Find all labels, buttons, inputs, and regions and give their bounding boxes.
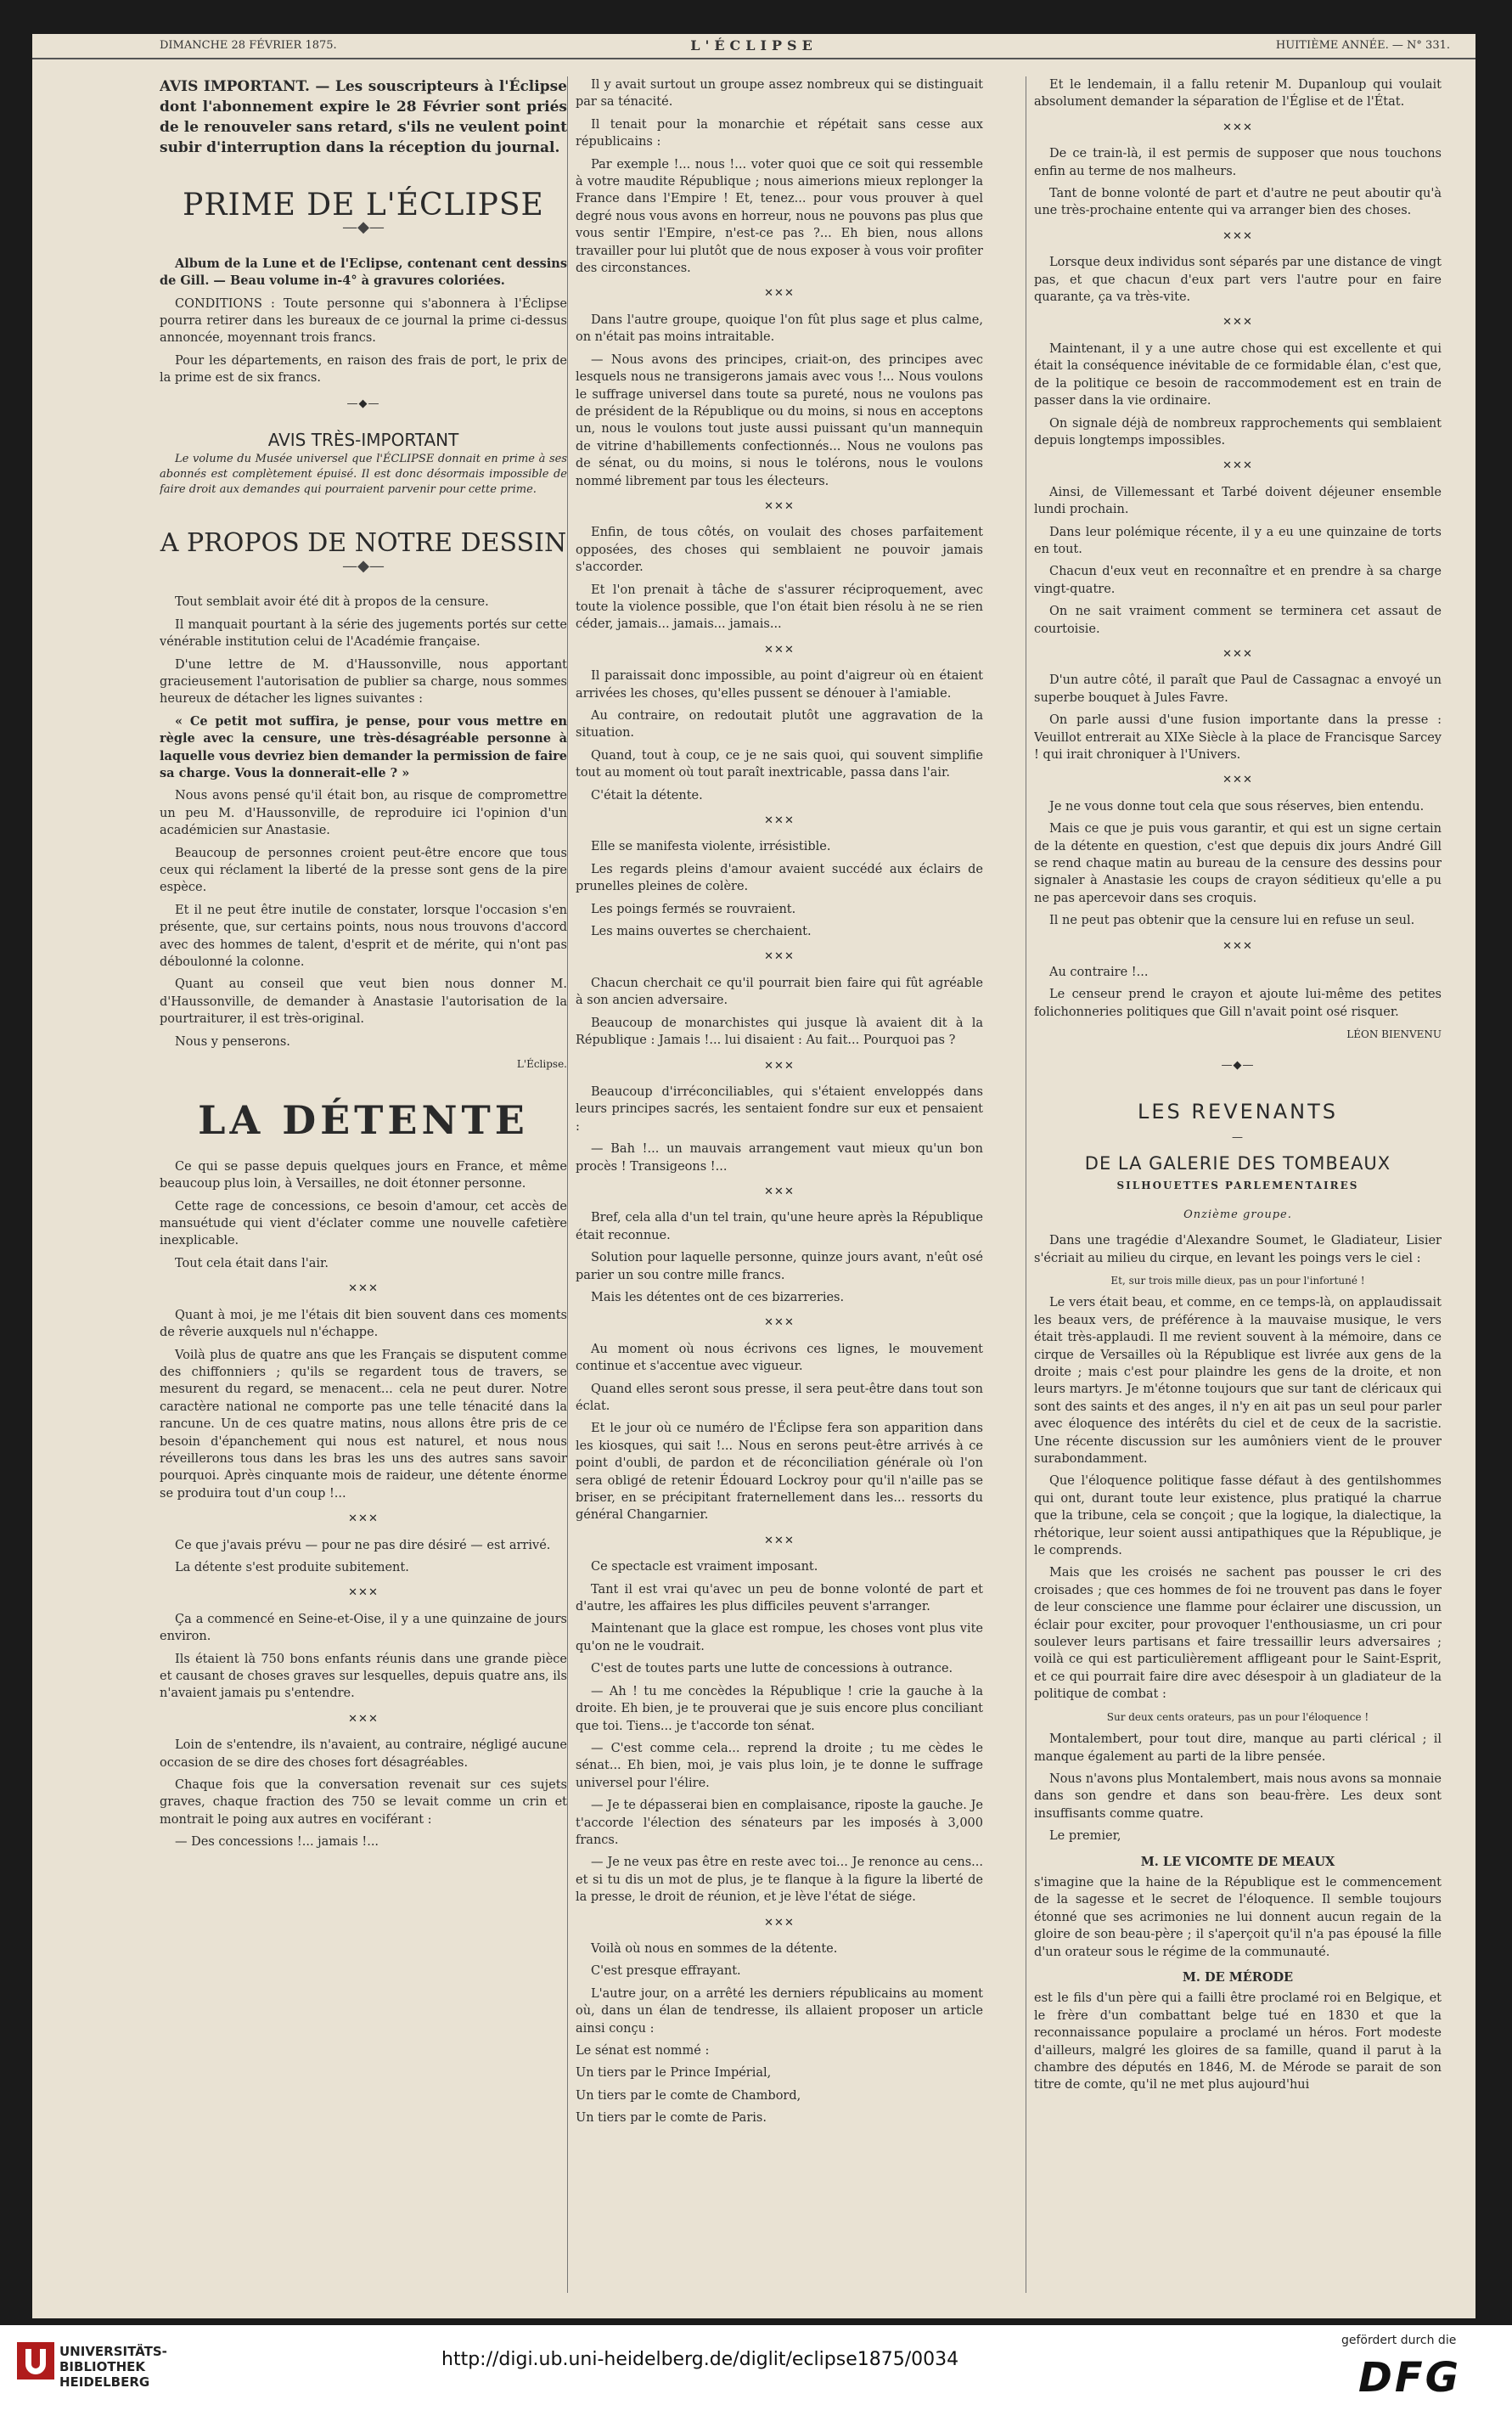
page-header [32,34,1475,59]
paragraph: Solution pour laquelle personne, quinze jours avant, n'eût osé parier un sou contre mille francs. [576,1251,983,1282]
paragraph: Nous y penserons. [175,1034,290,1049]
section-break: ✕✕✕ [764,643,795,656]
paragraph: Voilà plus de quatre ans que les Français se disputent comme des chiffonniers ; qu'ils se regardent tous de travers, se mesurent du regard, se menacent... cela ne peut durer. Notre caractère national ne comporte pas une telle ténacité dans la rancune. Un de ces quatre matins, nous allons être pris de ce besoin d'épanchement qui nous est naturel, et nous nous réveillerons tous dans les bras les uns des autres sans savoir pourquoi. Après cinquante mois de raideur, une détente énorme se produira tout d'un coup !... [160,1348,567,1501]
paragraph: Tout cela était dans l'air. [175,1256,329,1270]
paragraph: Par exemple !... nous !... voter quoi que ce soit qui ressemble à votre maudite République ; nous aimerions mieux replonger la France dans l'Empire ! Et, tenez... pour vous prouver à quel degré nous vous avons en horreur, nous ne pouvons pas plus que vous sentir l'Empire, n'est-ce pas ?... Eh bien, nous allons travailler pour lui plutôt que de nous exposer à vous voir profiter des circonstances. [576,157,983,276]
paragraph: Les poings fermés se rouvraient. [591,902,796,916]
paragraph: — Je ne veux pas être en reste avec toi... Je renonce au cens... et si tu dis un mot de plus, je te flanque à la figure la liberté de la presse, le droit de réunion, et je lève l'état de siége. [576,1856,983,1905]
viewer-footer [0,2325,1512,2433]
name-heading: M. DE MÉRODE [1182,1969,1294,1985]
paragraph: Chaque fois que la conversation revenait sur ces sujets graves, chaque fraction des 750 se levait comme un crin et montrait le poing aux autres en vociférant : [160,1778,567,1827]
paragraph: Quand elles seront sous presse, il sera peut-être dans tout son éclat. [576,1382,983,1413]
paragraph: C'est presque effrayant. [591,1964,741,1979]
paragraph: s'imagine que la haine de la République est le commencement de la sagesse et le secret de l'éloquence. Il semble toujours étonné que ses acrimonies ne lui donnent aucun regain de la gloire de son beau-père ; il s'aperçoit qu'il n'a pas épousé la fille d'un orateur sous le régime de la communauté. [1034,1875,1442,1959]
paragraph: Beaucoup de monarchistes qui jusque là avaient dit à la République : Jamais !... lui disaient : Au fait... Pourquoi pas ? [576,1016,983,1048]
newspaper-page [32,34,1475,2318]
section-break: ✕✕✕ [348,1712,379,1726]
paragraph: Un tiers par le comte de Paris. [576,2111,767,2126]
paragraph: Elle se manifesta violente, irrésistible. [591,840,831,854]
verse: Et, sur trois mille dieux, pas un pour l'infortuné ! [1110,1274,1365,1287]
section-break: ✕✕✕ [1223,939,1253,953]
paragraph: Le censeur prend le crayon et ajoute lui-même des petites folichonneries politiques que Gill n'avait point osé risquer. [1034,988,1442,1019]
divider: —◆— [346,397,380,410]
paragraph: Beaucoup de personnes croient peut-être encore que tous ceux qui réclament la liberté de la presse sont gens de la pire espèce. [160,846,567,895]
header-date: DIMANCHE 28 FÉVRIER 1875. [160,39,337,52]
paragraph: Ce que j'avais prévu — pour ne pas dire désiré — est arrivé. [175,1538,551,1552]
avis2-text: Le volume du Musée universel que l'ÉCLIPSE donnait en prime à ses abonnés est complètement épuisé. Il est donc désormais impossible de faire droit aux demandes qui pourraient parvenir pour cette prime. [160,453,567,497]
revenants-title: LES REVENANTS [1137,1100,1339,1124]
page-url-link[interactable]: http://digi.ub.uni-heidelberg.de/diglit/eclipse1875/0034 [441,2349,959,2370]
paragraph: Un tiers par le Prince Impérial, [576,2066,772,2081]
paragraph: Les mains ouvertes se cherchaient. [591,925,812,939]
paragraph: Loin de s'entendre, ils n'avaient, au contraire, négligé aucune occasion de se dire des choses fort désagréables. [160,1738,567,1770]
section-break: ✕✕✕ [1223,121,1253,134]
paragraph: — Je te dépasserai bien en complaisance, riposte la gauche. Je t'accorde l'élection des sénateurs par les imposés à 3,000 francs. [576,1799,983,1847]
paragraph: — Ah ! tu me concèdes la République ! crie la gauche à la droite. Eh bien, je te prouverai que je suis encore plus conciliant que toi. Tiens... je t'accorde ton sénat. [576,1684,983,1733]
section-break: ✕✕✕ [764,499,795,513]
paragraph: L'autre jour, on a arrêté les derniers républicains au moment où, dans un élan de tendresse, ils allaient proposer un article ainsi conçu : [576,1986,983,2036]
paragraph: Ils étaient là 750 bons enfants réunis dans une grande pièce et causant de choses graves sur lesquelles, depuis quatre ans, ils n'avaient jamais pu s'entendre. [160,1652,567,1701]
paragraph: Quand, tout à coup, ce je ne sais quoi, qui souvent simplifie tout au moment où tout paraît inextricable, passa dans l'air. [576,748,983,780]
paragraph: Et l'on prenait à tâche de s'assurer réciproquement, avec toute la violence possible, que l'on était bien résolu à ne se rien céder, jamais... jamais... jamais... [576,583,983,632]
paragraph: Et le lendemain, il a fallu retenir M. Dupanloup qui voulait absolument demander la séparation de l'Église et de l'État. [1034,78,1442,110]
section-break: ✕✕✕ [764,950,795,964]
funding-label: gefördert durch die [1341,2334,1457,2347]
paragraph: De ce train-là, il est permis de supposer que nous touchons enfin au terme de nos malheurs. [1034,147,1442,178]
detente-title: LA DÉTENTE [198,1097,529,1144]
section-break: ✕✕✕ [1223,774,1253,787]
prime-album: Album de la Lune et de l'Eclipse, contenant cent dessins de Gill. — Beau volume in-4° à gravures coloriées. [160,256,567,289]
column-2 [576,76,983,2293]
paragraph: Dans une tragédie d'Alexandre Soumet, le Gladiateur, Lisier s'écriait au milieu du cirque, en levant les poings vers le ciel : [1034,1234,1442,1265]
paragraph: Quant au conseil que veut bien nous donner M. d'Haussonville, de demander à Anastasie l'autorisation de la pourtraiturer, il est très-original. [160,977,567,1027]
section-break: ✕✕✕ [764,1059,795,1073]
prime-title: PRIME DE L'ÉCLIPSE [183,188,544,222]
paragraph: Un tiers par le comte de Chambord, [576,2088,801,2103]
paragraph: — Nous avons des principes, criait-on, des principes avec lesquels nous ne transigerons jamais avec vous !... Nous voulons le suffrage universel dans toute sa pureté, nous ne voulons pas de président de la République ou du moins, si nous en acceptons un, nous le voulons tout juste aussi puissant qu'un mannequin de vitrine d'habillements confectionnés... Nous ne voulons pas de sénat, ou du moins, si nous le tolérons, nous le voulons nommé librement par tous les électeurs. [576,352,983,488]
university-logo-icon [17,2342,54,2379]
section-break: ✕✕✕ [764,1534,795,1547]
paragraph: Ainsi, de Villemessant et Tarbé doivent déjeuner ensemble lundi prochain. [1034,485,1442,517]
paragraph: Au moment où nous écrivons ces lignes, le mouvement continue et s'accentue avec vigueur. [576,1342,983,1374]
paragraph: On signale déjà de nombreux rapprochements qui semblaient depuis longtemps impossibles. [1034,416,1442,448]
section-break: ✕✕✕ [764,1316,795,1330]
paragraph: Nous avons pensé qu'il était bon, au risque de compromettre un peu M. d'Haussonville, de reproduire ici l'opinion d'un académicien sur Anastasie. [160,789,567,838]
section-break: ✕✕✕ [764,1185,795,1198]
quote: « Ce petit mot suffira, je pense, pour vous mettre en règle avec la censure, une très-désagréable personne à laquelle vous devriez bien demander la permission de faire sa charge. Vous la donnerait-elle ? » [160,713,567,780]
apropos-title: A PROPOS DE NOTRE DESSIN [160,528,567,559]
group-heading: Onzième groupe. [1183,1208,1292,1221]
paragraph: Il paraissait donc impossible, au point d'aigreur où en étaient arrivées les choses, qu'elles pussent se dénouer à l'amiable. [576,669,983,701]
paragraph: Le premier, [1049,1829,1121,1844]
paragraph: Mais ce que je puis vous garantir, et qui est un signe certain de la détente en question, c'est que depuis dix jours André Gill se rend chaque matin au bureau de la censure des dessins pour signaler à Anastasie les coups de crayon séditieux qu'elle a pu ne pas apercevoir dans ses croquis. [1034,822,1442,905]
paragraph: Au contraire !... [1049,966,1149,980]
prime-departements: Pour les départements, en raison des frais de port, le prix de la prime est de six francs. [160,353,567,386]
revenants-subtitle: DE LA GALERIE DES TOMBEAUX [1084,1152,1391,1174]
signature: L'Éclipse. [516,1058,567,1071]
paragraph: Nous n'avons plus Montalembert, mais nous avons sa monnaie dans son gendre et dans son beau-frère. Les deux sont insuffisants comme quatre. [1034,1771,1442,1821]
institution-name: UNIVERSITÄTS- BIBLIOTHEK HEIDELBERG [59,2344,167,2390]
paragraph: D'une lettre de M. d'Haussonville, nous apportant gracieusement l'autorisation de publier sa charge, nous sommes heureux de détacher les lignes suivantes : [160,657,567,707]
paragraph: Enfin, de tous côtés, on voulait des choses parfaitement opposées, des choses qui semblaient ne pouvoir jamais s'accorder. [576,526,983,575]
paragraph: Et le jour où ce numéro de l'Éclipse fera son apparition dans les kiosques, qui sait !... Nous en serons peut-être arrivés à ce point d'oubli, de pardon et de réconciliation générale où l'on sera obligé de retenir Édouard Lockroy pour qu'il n'aille pas se briser, en se précipitant fraternellement dans les... ressorts du général Changarnier. [576,1422,983,1523]
section-break: ✕✕✕ [1223,229,1253,243]
paragraph: — C'est comme cela... reprend la droite ; tu me cèdes le sénat... Eh bien, moi, je vais plus loin, je te donne le suffrage universel pour l'élire. [576,1741,983,1790]
paragraph: Maintenant, il y a une autre chose qui est excellente et qui était la conséquence inévitable de ce formidable élan, c'est que, de la politique ce besoin de raccommodement est en train de passer dans la vie ordinaire. [1034,341,1442,408]
section-break: ✕✕✕ [1223,459,1253,473]
paragraph: La détente s'est produite subitement. [175,1560,409,1574]
divider: — [1232,1130,1244,1144]
section-break: ✕✕✕ [1223,647,1253,661]
paragraph: Quant à moi, je me l'étais dit bien souvent dans ces moments de rêverie auxquels nul n'échappe. [160,1308,567,1340]
prime-conditions: CONDITIONS : Toute personne qui s'abonnera à l'Éclipse pourra retirer dans les bureaux de ce journal la prime ci-dessus annoncée, moyennant trois francs. [160,296,567,346]
paragraph: Mais les détentes ont de ces bizarreries. [591,1290,845,1304]
section-break: ✕✕✕ [1223,316,1253,329]
paragraph: Beaucoup d'irréconciliables, qui s'étaient enveloppés dans leurs principes sacrés, les sentaient fondre sur eux et pensaient : [576,1084,983,1134]
ornament: —◆— [342,556,385,575]
paragraph: Tant il est vrai qu'avec un peu de bonne volonté de part et d'autre, les affaires les plus difficiles peuvent s'arranger. [576,1582,983,1614]
paragraph: Tant de bonne volonté de part et d'autre ne peut aboutir qu'à une très-prochaine entente qui va arranger bien des choses. [1034,187,1442,218]
paragraph: Montalembert, pour tout dire, manque au parti clérical ; il manque également au parti de la libre pensée. [1034,1732,1442,1764]
paragraph: Chacun cherchait ce qu'il pourrait bien faire qui fût agréable à son ancien adversaire. [576,976,983,1008]
paragraph: Dans leur polémique récente, il y a eu une quinzaine de torts en tout. [1034,525,1442,556]
paragraph: Cette rage de concessions, ce besoin d'amour, cet accès de mansuétude qui vient d'éclater comme une nouvelle cafetière inexplicable. [160,1199,567,1248]
paragraph: Chacun d'eux veut en reconnaître et en prendre à sa charge vingt-quatre. [1034,565,1442,596]
author-signature: LÉON BIENVENU [1346,1028,1442,1041]
paragraph: Le vers était beau, et comme, en ce temps-là, on applaudissait les beaux vers, de préférence à la mauvaise musique, le vers était très-applaudi. Il me revient souvent à la mémoire, dans ce cirque de Versailles où la République est livrée aux gens de la droite ; mais c'est pour plaindre les gens de la droite, et non leurs martyrs. Je m'étonne toujours que sur tant de cléricaux qui sont des saints et des anges, il n'y en ait pas un seul pour parler avec éloquence des intérêts du ciel et de ceux de la sacristie. Une récente discussion sur les aumôniers vient de le prouver surabondamment. [1034,1296,1442,1466]
paragraph: Il ne peut pas obtenir que la censure lui en refuse un seul. [1049,914,1415,928]
dfg-logo: DFG [1358,2354,1462,2402]
avis-important: AVIS IMPORTANT. — Les souscripteurs à l'Éclipse dont l'abonnement expire le 28 Février sont priés de le renouveler sans retard, s'ils ne veulent point subir d'interruption dans la réception du journal. [160,78,567,156]
paragraph: Les regards pleins d'amour avaient succédé aux éclairs de prunelles pleines de colère. [576,862,983,894]
paragraph: Il manquait pourtant à la série des jugements portés sur cette vénérable institution celui de l'Académie française. [160,617,567,650]
paragraph: Je ne vous donne tout cela que sous réserves, bien entendu. [1049,799,1425,814]
paragraph: Et il ne peut être inutile de constater, lorsque l'occasion s'en présente, que, sur certains points, nous nous trouvons d'accord avec des hommes de talent, d'esprit et de mérite, qui n'ont pas déboulonné la colonne. [160,903,567,969]
name-heading: M. LE VICOMTE DE MEAUX [1140,1854,1335,1869]
paragraph: D'un autre côté, il paraît que Paul de Cassagnac a envoyé un superbe bouquet à Jules Favre. [1034,673,1442,705]
ornament: —◆— [342,218,385,237]
section-break: ✕✕✕ [764,1916,795,1929]
section-break: ✕✕✕ [348,1282,379,1296]
paragraph: — Des concessions !... jamais !... [175,1835,379,1850]
paragraph: Le sénat est nommé : [576,2044,710,2058]
paragraph: Il tenait pour la monarchie et répétait sans cesse aux républicains : [576,117,983,149]
section-break: ✕✕✕ [348,1586,379,1600]
paragraph: Lorsque deux individus sont séparés par une distance de vingt pas, et que chacun d'eux part vers l'autre pour en faire quarante, ça va très-vite. [1034,256,1442,305]
paragraph: Maintenant que la glace est rompue, les choses vont plus vite qu'on ne le voudrait. [576,1622,983,1653]
paragraph: Que l'éloquence politique fasse défaut à des gentilshommes qui ont, durant toute leur existence, plus pratiqué la charrue que la tribune, cela se conçoit ; que la logique, la dialectique, la rhétorique, leur soient aussi antipathiques que la République, je le comprends. [1034,1474,1442,1558]
paragraph: On parle aussi d'une fusion importante dans la presse : Veuillot entrerait au XIXe Siècle à la place de Francisque Sarcey ! qui irait chroniquer à l'Univers. [1034,713,1442,762]
section-break: ✕✕✕ [764,287,795,301]
column-3 [1034,76,1442,2293]
paragraph: Mais que les croisés ne sachent pas pousser le cri des croisades ; que ces hommes de foi ne trouvent pas dans le foyer de leur conscience une flamme pour éclairer une discussion, un éclair pour exciter, pour provoquer l'enthousiasme, un cri pour soulever leurs partisans et faire tressaillir leurs adversaires ; voilà ce qui est particulièrement affligeant pour le Saint-Esprit, et ce qui pourrait faire dire avec désespoir à un gladiateur de la politique de combat : [1034,1566,1442,1702]
paragraph: Dans l'autre groupe, quoique l'on fût plus sage et plus calme, on n'était pas moins intraitable. [576,313,983,345]
section-break: ✕✕✕ [764,814,795,828]
column-1 [160,76,567,2293]
paragraph: — Bah !... un mauvais arrangement vaut mieux qu'un bon procès ! Transigeons !... [576,1142,983,1174]
silhouettes-heading: SILHOUETTES PARLEMENTAIRES [1116,1180,1359,1192]
header-title: L'ÉCLIPSE [690,37,818,54]
paragraph: Ce spectacle est vraiment imposant. [591,1560,818,1574]
avis2-title: AVIS TRÈS-IMPORTANT [267,430,459,451]
paragraph: Ce qui se passe depuis quelques jours en France, et même beaucoup plus loin, à Versailles, ne doit étonner personne. [160,1159,567,1191]
header-issue: HUITIÈME ANNÉE. — N° 331. [1275,39,1450,52]
paragraph: C'est de toutes parts une lutte de concessions à outrance. [591,1662,953,1676]
paragraph: Bref, cela alla d'un tel train, qu'une heure après la République était reconnue. [576,1211,983,1242]
paragraph: Au contraire, on redoutait plutôt une aggravation de la situation. [576,709,983,741]
paragraph: est le fils d'un père qui a failli être proclamé roi en Belgique, et le frère d'un combattant belge tué en 1830 et que la reconnaissance populaire a proclamé un héros. Fort modeste d'ailleurs, malgré les gloires de sa famille, quand il parut à la chambre des députés en 1846, M. de Mérode se parait de son titre de comte, qu'il ne met plus aujourd'hui [1034,1991,1442,2092]
paragraph: C'était la détente. [591,788,703,803]
paragraph: Ça a commencé en Seine-et-Oise, il y a une quinzaine de jours environ. [160,1612,567,1644]
paragraph: Voilà où nous en sommes de la détente. [591,1941,838,1956]
verse: Sur deux cents orateurs, pas un pour l'éloquence ! [1106,1710,1369,1723]
paragraph: On ne sait vraiment comment se terminera cet assaut de courtoisie. [1034,605,1442,636]
divider: —◆— [1221,1058,1255,1072]
paragraph: Il y avait surtout un groupe assez nombreux qui se distinguait par sa ténacité. [576,78,983,110]
column-rule [567,76,568,2293]
paragraph: Tout semblait avoir été dit à propos de la censure. [175,595,489,610]
section-break: ✕✕✕ [348,1512,379,1526]
